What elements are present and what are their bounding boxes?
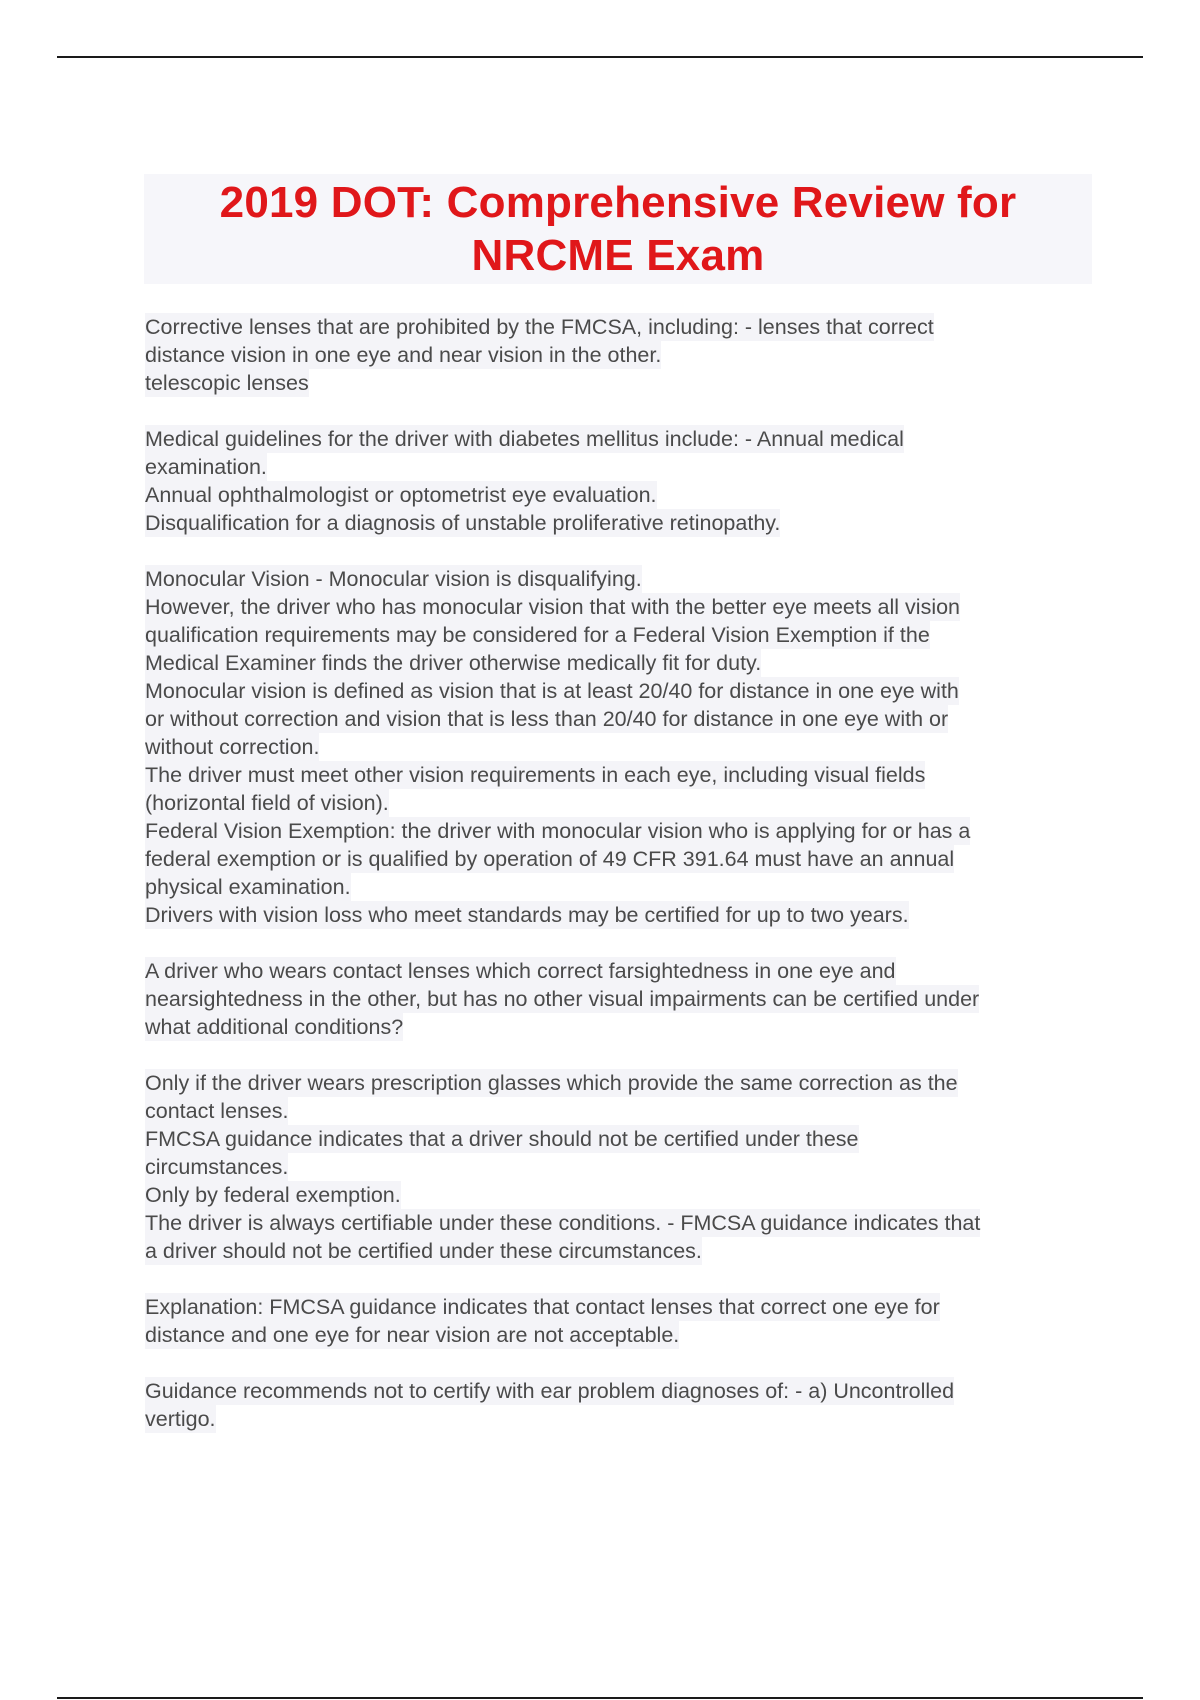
text-line: nearsightedness in the other, but has no other visual impairments can be certified under: [145, 987, 980, 1011]
paragraph-corrective-lenses: [145, 313, 1095, 397]
paragraph-monocular-vision: [145, 565, 1095, 929]
paragraph-contact-lenses-question: [145, 957, 1095, 1041]
text-line: or without correction and vision that is less than 20/40 for distance in one eye with or: [145, 707, 949, 731]
text-line: Corrective lenses that are prohibited by the FMCSA, including: - lenses that correct: [145, 315, 934, 339]
paragraph-answer-options: [145, 1069, 1095, 1265]
text-line: what additional conditions?: [145, 1015, 404, 1039]
text-line: distance and one eye for near vision are not acceptable.: [145, 1323, 680, 1347]
text-line: Medical Examiner finds the driver otherwise medically fit for duty.: [145, 651, 762, 675]
paragraph-explanation: [145, 1293, 1095, 1349]
text-line: (horizontal field of vision).: [145, 791, 389, 815]
title-banner: [144, 174, 1092, 284]
text-line: However, the driver who has monocular vision that with the better eye meets all vision: [145, 595, 961, 619]
text-line: The driver is always certifiable under these conditions. - FMCSA guidance indicates that: [145, 1211, 981, 1235]
text-line: Disqualification for a diagnosis of unstable proliferative retinopathy.: [145, 511, 781, 535]
text-line: Only by federal exemption.: [145, 1183, 401, 1207]
text-line: Monocular vision is defined as vision that is at least 20/40 for distance in one eye with: [145, 679, 959, 703]
text-line: Federal Vision Exemption: the driver with monocular vision who is applying for or has a: [145, 819, 971, 843]
title-line: 2019 DOT: Comprehensive Review for: [219, 178, 1017, 227]
text-line: Guidance recommends not to certify with ear problem diagnoses of: - a) Uncontrolled: [145, 1379, 955, 1403]
text-line: physical examination.: [145, 875, 351, 899]
text-line: A driver who wears contact lenses which correct farsightedness in one eye and: [145, 959, 896, 983]
text-line: examination.: [145, 455, 267, 479]
text-line: The driver must meet other vision requirements in each eye, including visual fields: [145, 763, 926, 787]
text-line: distance vision in one eye and near vision in the other.: [145, 343, 662, 367]
paragraph-ear-problems: [145, 1377, 1095, 1433]
text-line: vertigo.: [145, 1407, 216, 1431]
text-line: a driver should not be certified under these circumstances.: [145, 1239, 702, 1263]
document-body: [145, 313, 1095, 1461]
text-line: Explanation: FMCSA guidance indicates that contact lenses that correct one eye for: [145, 1295, 940, 1319]
text-line: Only if the driver wears prescription glasses which provide the same correction as the: [145, 1071, 958, 1095]
paragraph-diabetes-guidelines: [145, 425, 1095, 537]
top-rule: [57, 56, 1143, 58]
text-line: Annual ophthalmologist or optometrist eye evaluation.: [145, 483, 657, 507]
text-line: federal exemption or is qualified by operation of 49 CFR 391.64 must have an annual: [145, 847, 955, 871]
text-line: without correction.: [145, 735, 320, 759]
bottom-rule: [57, 1697, 1143, 1699]
document-title: [220, 176, 1017, 282]
text-line: Monocular Vision - Monocular vision is disqualifying.: [145, 567, 642, 591]
text-line: circumstances.: [145, 1155, 289, 1179]
text-line: Drivers with vision loss who meet standards may be certified for up to two years.: [145, 903, 909, 927]
text-line: telescopic lenses: [145, 371, 309, 395]
text-line: qualification requirements may be considered for a Federal Vision Exemption if the: [145, 623, 930, 647]
title-line: NRCME Exam: [471, 231, 765, 280]
text-line: FMCSA guidance indicates that a driver should not be certified under these: [145, 1127, 859, 1151]
text-line: contact lenses.: [145, 1099, 289, 1123]
text-line: Medical guidelines for the driver with diabetes mellitus include: - Annual medical: [145, 427, 904, 451]
